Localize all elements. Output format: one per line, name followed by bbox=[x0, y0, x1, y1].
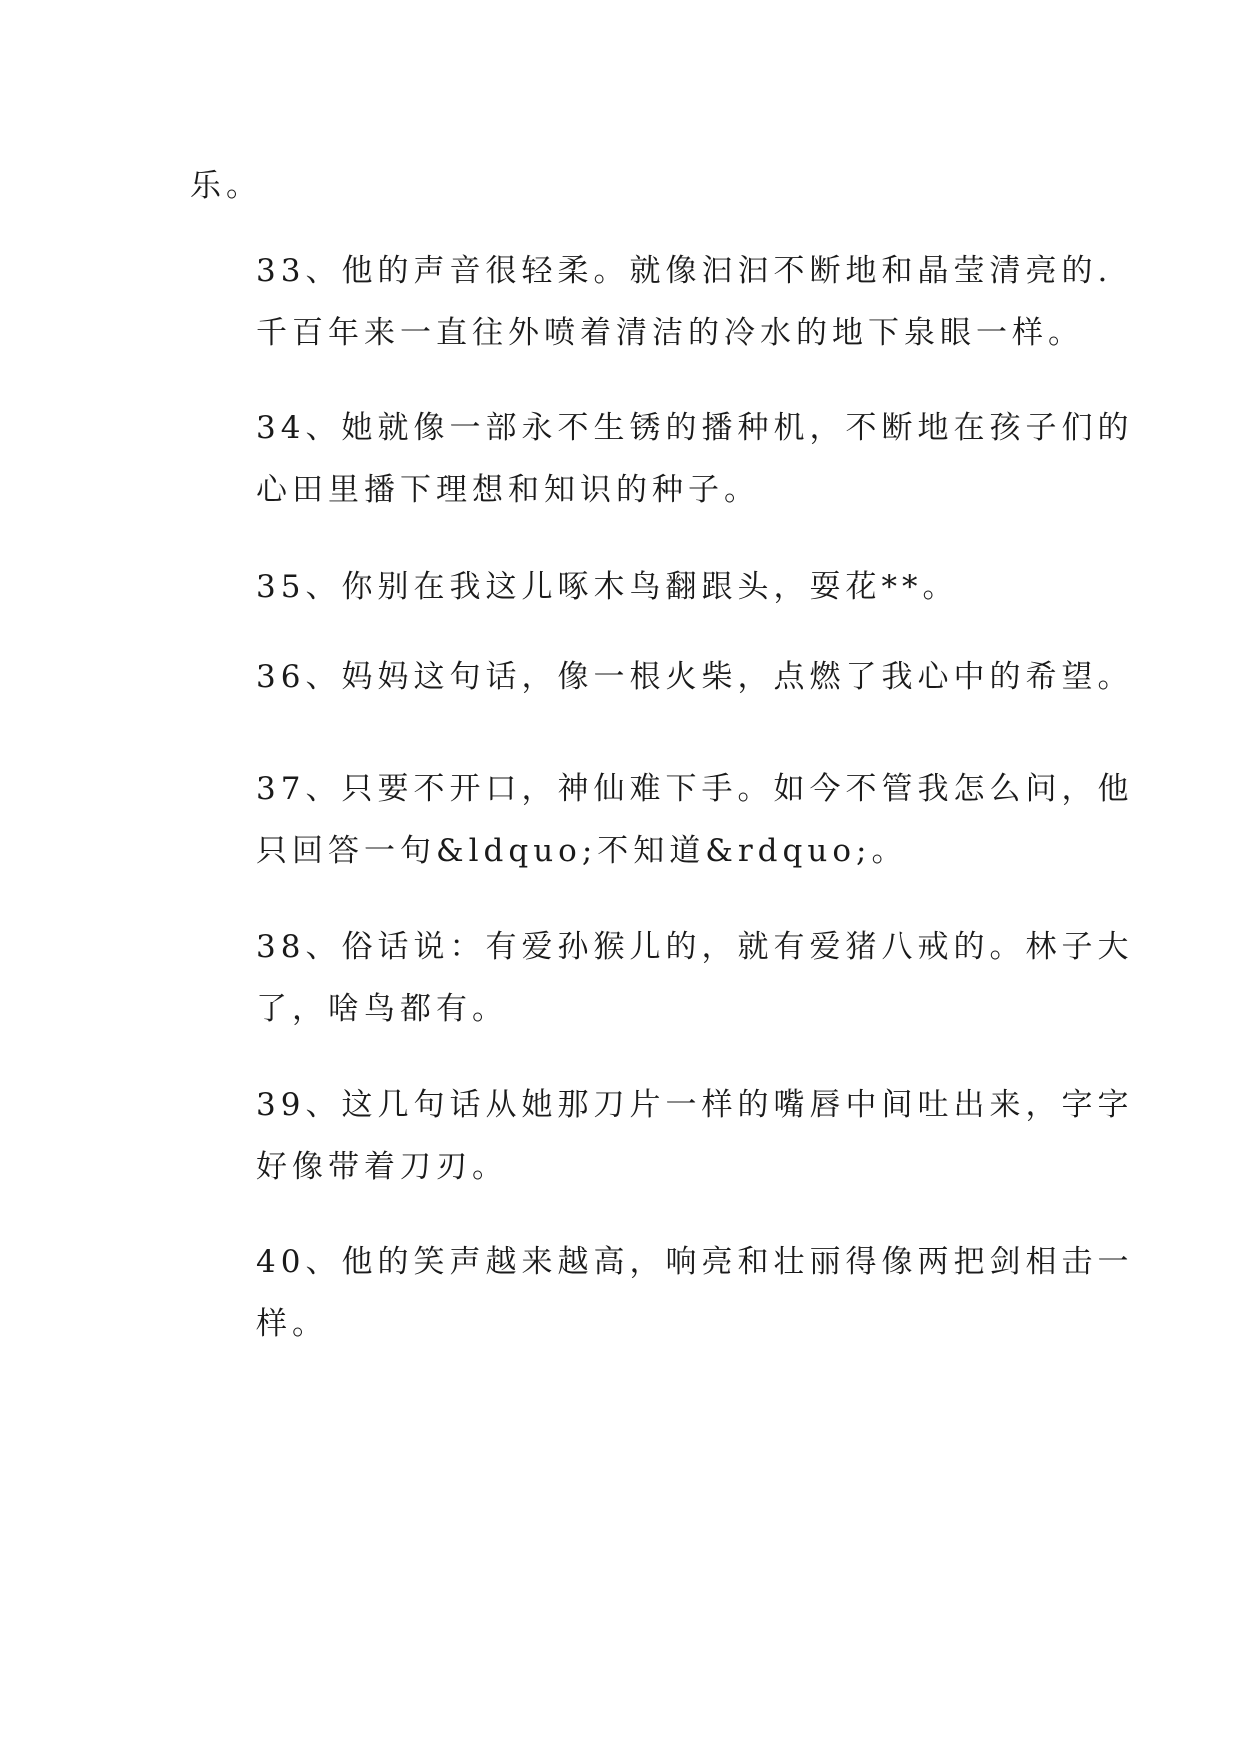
paragraph-35 bbox=[190, 556, 1070, 618]
paragraph-line: 35、你别在我这儿啄木鸟翻跟头，耍花**。 bbox=[256, 569, 959, 605]
paragraph-continuation bbox=[190, 155, 1070, 217]
paragraph-line: 心田里播下理想和知识的种子。 bbox=[256, 472, 760, 508]
paragraph-line: 40、他的笑声越来越高，响亮和壮丽得像两把剑相击一 bbox=[256, 1244, 1134, 1280]
paragraph-line: 36、妈妈这句话，像一根火柴，点燃了我心中的希望。 bbox=[256, 659, 1134, 695]
paragraph-34 bbox=[190, 397, 1134, 521]
paragraph-line: 了，啥鸟都有。 bbox=[256, 991, 508, 1027]
paragraph-33 bbox=[190, 240, 1113, 364]
paragraph-37 bbox=[190, 758, 1134, 882]
paragraph-line: 33、他的声音很轻柔。就像汩汩不断地和晶莹清亮的. bbox=[256, 253, 1113, 289]
paragraph-line: 千百年来一直往外喷着清洁的冷水的地下泉眼一样。 bbox=[256, 315, 1084, 351]
paragraph-line: 38、俗话说：有爱孙猴儿的，就有爱猪八戒的。林子大 bbox=[256, 929, 1134, 965]
paragraph-line: 37、只要不开口，神仙难下手。如今不管我怎么问，他 bbox=[256, 771, 1134, 807]
paragraph-line: 39、这几句话从她那刀片一样的嘴唇中间吐出来，字字 bbox=[256, 1087, 1134, 1123]
paragraph-40 bbox=[190, 1231, 1134, 1355]
paragraph-line: 只回答一句&ldquo;不知道&rdquo;。 bbox=[256, 833, 908, 869]
paragraph-39 bbox=[190, 1074, 1134, 1198]
paragraph-line: 34、她就像一部永不生锈的播种机，不断地在孩子们的 bbox=[256, 410, 1134, 446]
paragraph-line: 样。 bbox=[256, 1306, 328, 1342]
paragraph-line: 乐。 bbox=[190, 168, 262, 204]
paragraph-38 bbox=[190, 916, 1134, 1040]
paragraph-line: 好像带着刀刃。 bbox=[256, 1149, 508, 1185]
paragraph-36 bbox=[190, 646, 1134, 708]
